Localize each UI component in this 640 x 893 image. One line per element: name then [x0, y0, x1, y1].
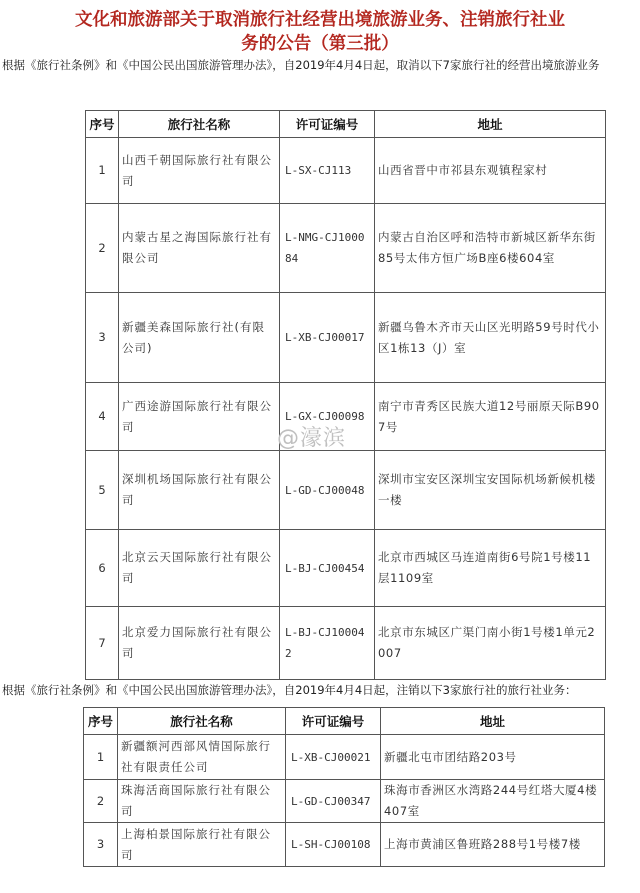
watermark: @濠滨	[277, 426, 347, 451]
agency-name: 深圳机场国际旅行社有限公司	[119, 451, 280, 530]
table-header-row	[84, 708, 605, 735]
agency-address: 北京市东城区广渠门南小街1号楼1单元2007	[375, 607, 606, 680]
row-index: 2	[84, 780, 118, 823]
row-index: 5	[86, 451, 119, 530]
row-index: 3	[86, 293, 119, 383]
agency-name: 北京爱力国际旅行社有限公司	[119, 607, 280, 680]
license-number: L-GX-CJ00098	[280, 383, 375, 451]
agency-name: 新疆额河西部风情国际旅行社有限责任公司	[118, 735, 286, 780]
agency-address: 南宁市青秀区民族大道12号丽原天际B907号	[375, 383, 606, 451]
table-row	[86, 138, 606, 204]
license-number: L-GD-CJ00048	[280, 451, 375, 530]
agency-name: 广西途游国际旅行社有限公司	[119, 383, 280, 451]
page-title-line-1: 文化和旅游部关于取消旅行社经营出境旅游业务、注销旅行社业	[75, 10, 565, 30]
table-row	[86, 607, 606, 680]
row-index: 7	[86, 607, 119, 680]
row-index: 1	[86, 138, 119, 204]
license-number: L-BJ-CJ100042	[280, 607, 375, 680]
table-row	[84, 735, 605, 780]
header-name: 旅行社名称	[118, 708, 286, 735]
row-index: 3	[84, 823, 118, 867]
agency-name: 北京云天国际旅行社有限公司	[119, 530, 280, 607]
license-number: L-SX-CJ113	[280, 138, 375, 204]
license-number: L-SH-CJ00108	[286, 823, 381, 867]
row-index: 1	[84, 735, 118, 780]
row-index: 6	[86, 530, 119, 607]
license-number: L-XB-CJ00017	[280, 293, 375, 383]
agency-address: 新疆北屯市团结路203号	[381, 735, 605, 780]
agency-address: 上海市黄浦区鲁班路288号1号楼7楼	[381, 823, 605, 867]
agency-address: 珠海市香洲区水湾路244号红塔大厦4楼407室	[381, 780, 605, 823]
license-number: L-XB-CJ00021	[286, 735, 381, 780]
table-row	[86, 204, 606, 293]
table-row	[86, 530, 606, 607]
agency-name: 新疆美森国际旅行社(有限公司)	[119, 293, 280, 383]
header-name: 旅行社名称	[119, 111, 280, 138]
row-index: 2	[86, 204, 119, 293]
cancelled-agencies-table	[83, 707, 605, 867]
intro-paragraph-2: 根据《旅行社条例》和《中国公民出国旅游管理办法》，自2019年4月4日起，注销以下3家旅行社的旅行社业务：	[2, 683, 577, 697]
agency-name: 内蒙古星之海国际旅行社有限公司	[119, 204, 280, 293]
table-row	[84, 780, 605, 823]
row-index: 4	[86, 383, 119, 451]
header-license: 许可证编号	[280, 111, 375, 138]
agency-address: 山西省晋中市祁县东观镇程家村	[375, 138, 606, 204]
revoked-agencies-table	[85, 110, 606, 680]
page-title-line-2: 务的公告（第三批）	[241, 34, 399, 54]
header-address: 地址	[381, 708, 605, 735]
table-header-row	[86, 111, 606, 138]
license-number: L-NMG-CJ100084	[280, 204, 375, 293]
table-row	[86, 451, 606, 530]
header-address: 地址	[375, 111, 606, 138]
header-idx: 序号	[84, 708, 118, 735]
header-idx: 序号	[86, 111, 119, 138]
agency-name: 山西千朝国际旅行社有限公司	[119, 138, 280, 204]
table-row	[84, 823, 605, 867]
agency-address: 内蒙古自治区呼和浩特市新城区新华东街85号太伟方恒广场B座6楼604室	[375, 204, 606, 293]
header-license: 许可证编号	[286, 708, 381, 735]
agency-address: 新疆乌鲁木齐市天山区光明路59号时代小区1栋13（J）室	[375, 293, 606, 383]
agency-name: 珠海活商国际旅行社有限公司	[118, 780, 286, 823]
agency-address: 北京市西城区马连道南街6号院1号楼11层1109室	[375, 530, 606, 607]
intro-paragraph-1: 根据《旅行社条例》和《中国公民出国旅游管理办法》，自2019年4月4日起，取消以下7家旅行社的经营出境旅游业务	[2, 58, 600, 72]
license-number: L-BJ-CJ00454	[280, 530, 375, 607]
agency-name: 上海柏景国际旅行社有限公司	[118, 823, 286, 867]
table-row	[86, 293, 606, 383]
license-number: L-GD-CJ00347	[286, 780, 381, 823]
agency-address: 深圳市宝安区深圳宝安国际机场新候机楼一楼	[375, 451, 606, 530]
